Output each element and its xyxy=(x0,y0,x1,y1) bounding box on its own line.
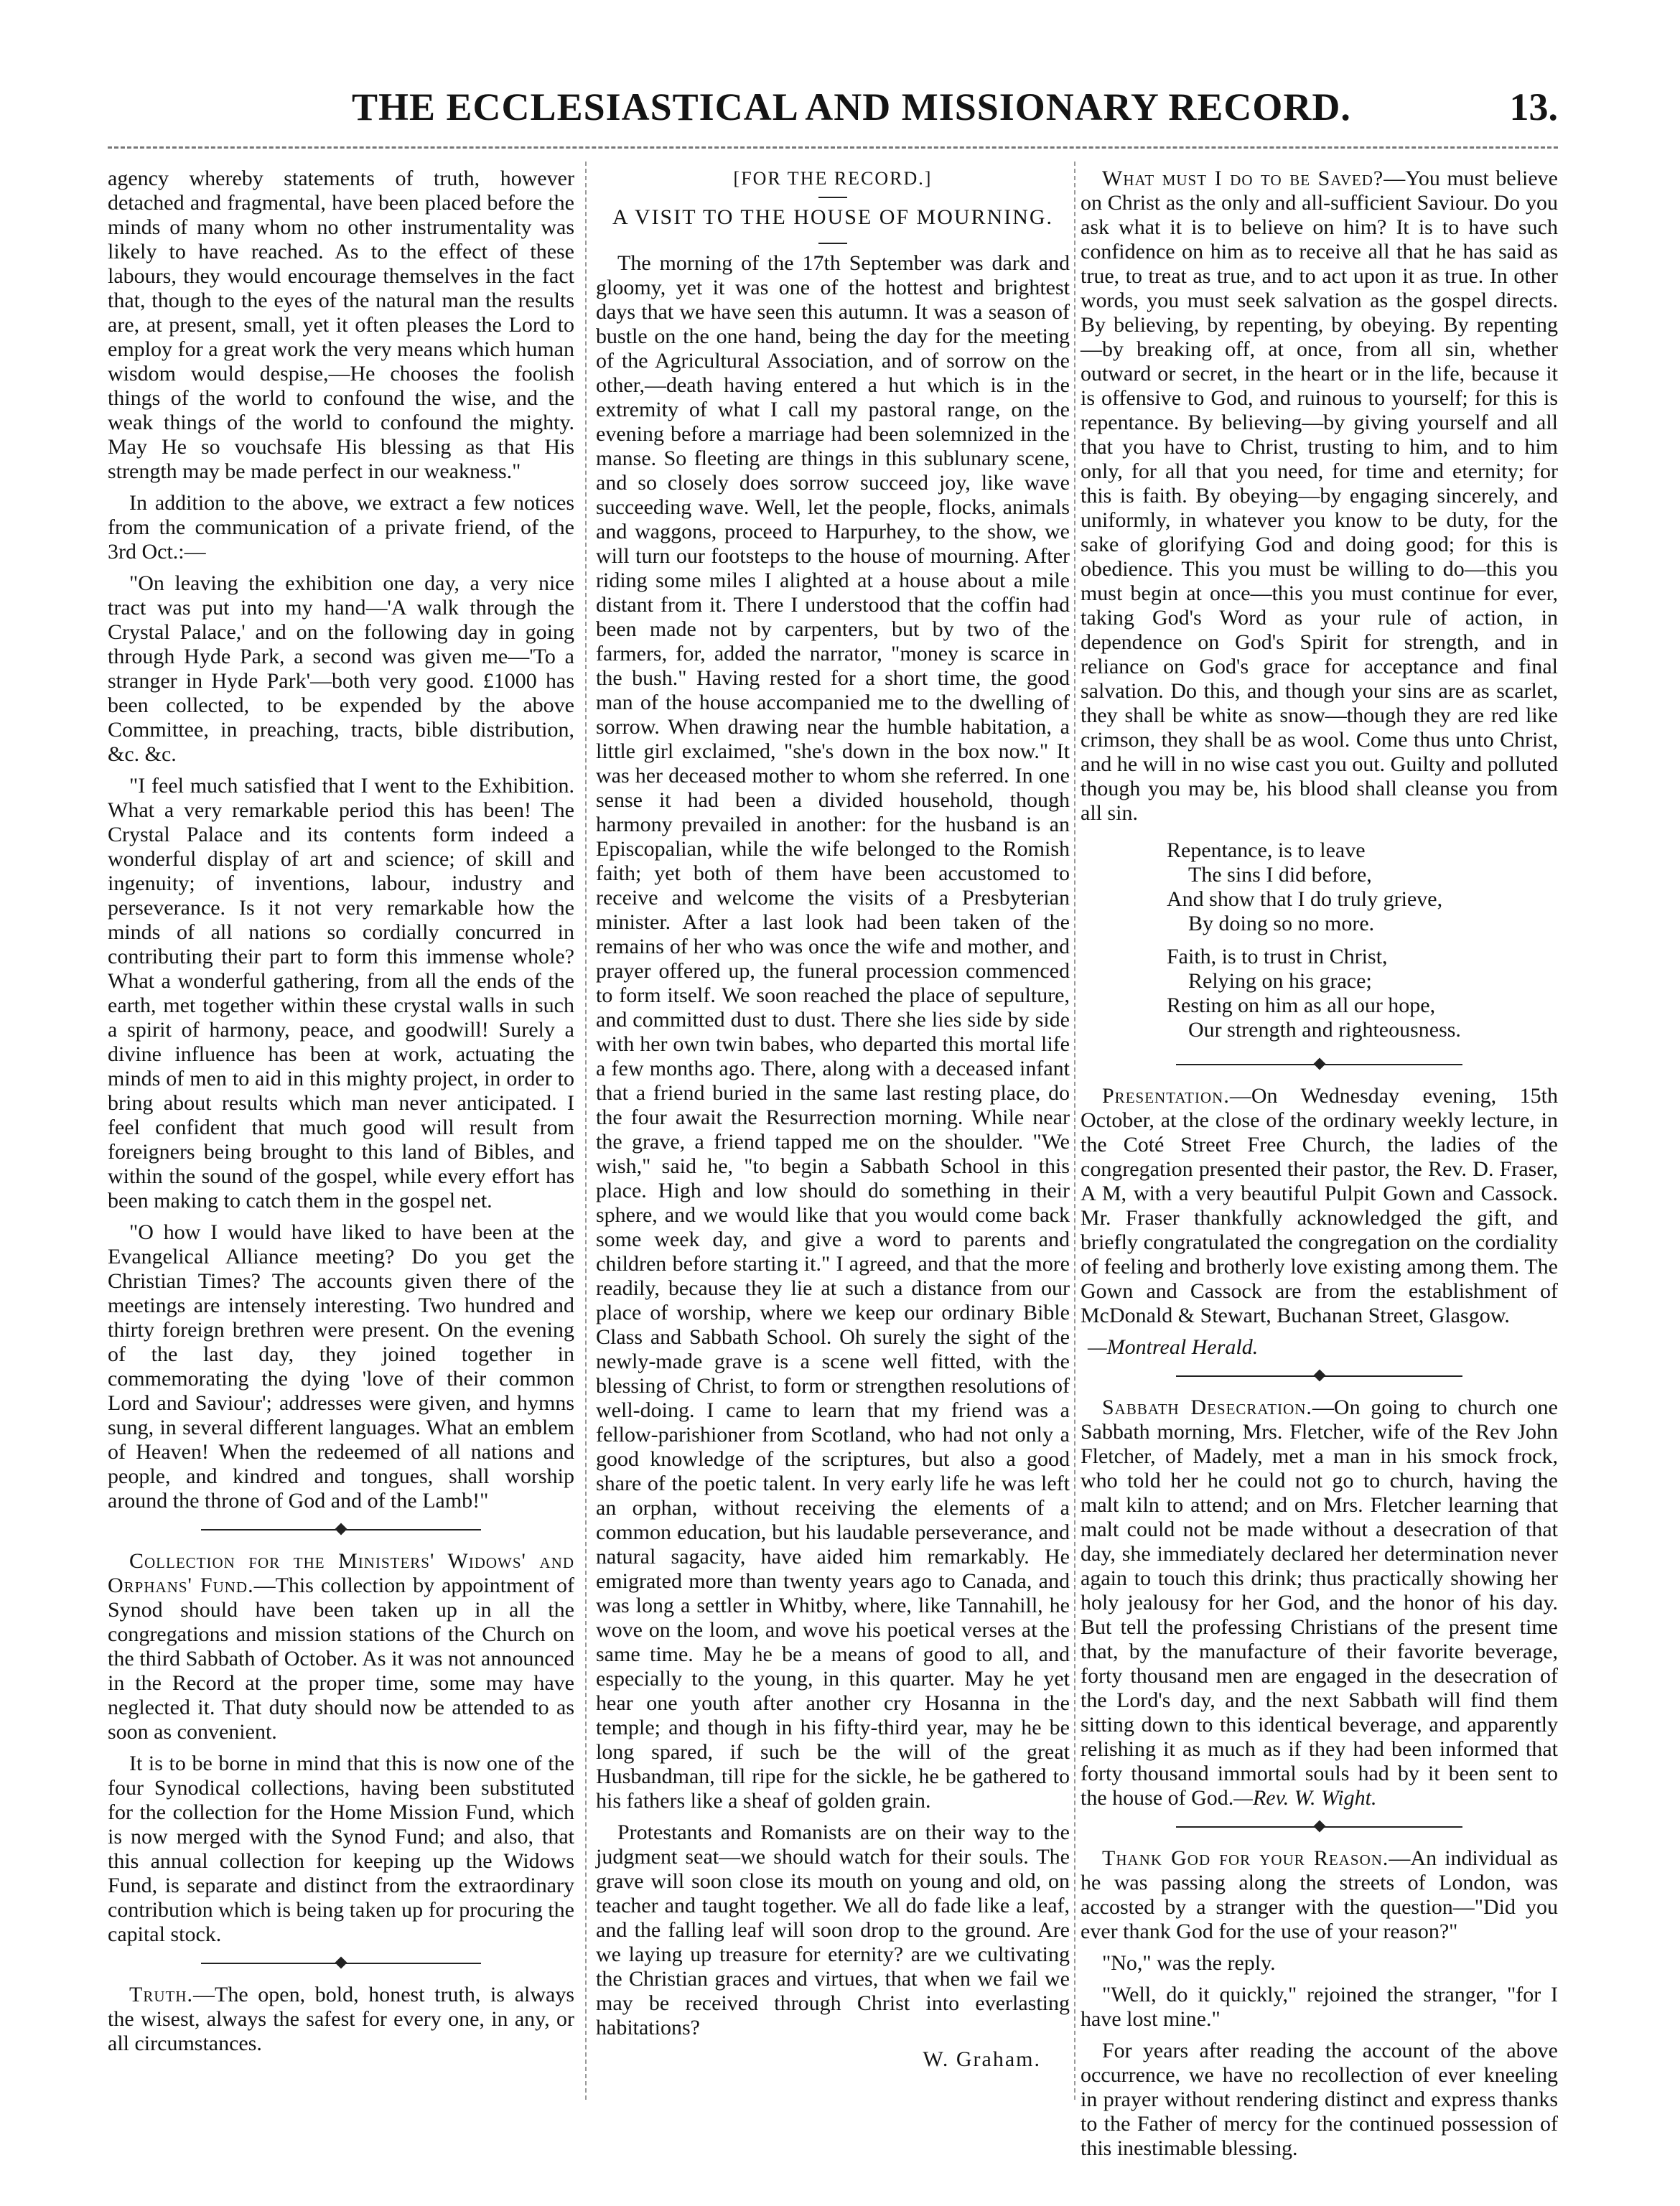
paragraph: It is to be borne in mind that this is now one of the four Synodical collections, having been substituted for the collection for the Home Mission Fund, which is now merged with the Synod Fund; and also, that this annual collection for keeping up the Widows Fund, is separate and distinct from the extraordinary contribution which is being taken up for procuring the capital stock. xyxy=(108,1752,574,1946)
ornamental-separator xyxy=(1081,1818,1558,1836)
ornamental-separator xyxy=(1081,1055,1558,1074)
source-credit: —Rev. W. Wight. xyxy=(1233,1786,1377,1810)
ornamental-separator xyxy=(1081,1367,1558,1385)
collection-heading: Collection for the Ministers' Widows' and Orphans' Fund. xyxy=(108,1549,574,1597)
short-rule xyxy=(818,197,847,198)
column-divider xyxy=(585,162,587,2100)
presentation-notice xyxy=(1081,1084,1558,1328)
thank-notice xyxy=(1081,1846,1558,1944)
column-divider xyxy=(1074,162,1075,2100)
paragraph: "I feel much satisfied that I went to the Exhibition. What a very remarkable period this has been! The Crystal Palace and its contents form indeed a wonderful display of art and science; of skill and ingenuity; of inventions, labour, industry and perseverance. Is it not very remarkable how the minds of all nations so cordially concurred in contributing their part to form this immense whole? What a wonderful gathering, from all the ends of the earth, met together within these crystal walls in such a spirit of harmony, peace, and goodwill! Surely a divine influence has been at work, actuating the minds of men to aid in this mighty project, in order to bring about results which man never anticipated. I feel confident that much good will result from foreigners being brought to this land of Bibles, and within the sound of the gospel, while every effort has been making to catch them in the gospel net. xyxy=(108,774,574,1212)
saved-notice xyxy=(1081,167,1558,826)
collection-notice xyxy=(108,1549,574,1744)
ornamental-separator xyxy=(108,1520,574,1539)
collection-text: —This collection by appointment of Synod should have been taken up in all the congregations and mission stations of the Church on the third Sabbath of October. As it was not announced in the Record at the proper time, some may have neglected it. That duty should now be attended to as soon as convenient. xyxy=(108,1574,574,1744)
thank-text: —An individual as he was passing along the streets of London, was accosted by a stranger with the question—"Did you ever thank God for the use of your reason?" xyxy=(1081,1846,1558,1943)
column-left xyxy=(108,167,574,2063)
article-source: [FOR THE RECORD.] xyxy=(733,168,933,189)
poem-line: Our strength and righteousness. xyxy=(1188,1018,1461,1042)
running-header xyxy=(108,85,1558,142)
poem-line: Repentance, is to leave xyxy=(1167,838,1366,862)
source-credit: —Montreal Herald. xyxy=(1088,1335,1259,1359)
ornamental-separator xyxy=(108,1954,574,1973)
poem xyxy=(1167,838,1558,1042)
sabbath-heading: Sabbath Desecration. xyxy=(1102,1396,1312,1419)
page-number: 13. xyxy=(1509,85,1558,128)
saved-text: —You must believe on Christ as the only and all-sufficient Saviour. Do you ask what it is to believe on him? It is to have such confidence on him as to receive all that he has said as true, to treat as true, and to act upon it as true. In other words, you must seek salvation as the gospel directs. By believing, by repenting, by obeying. By repenting—by breaking off, at once, from all sin, whether outward or secret, in the heart or in the life, because it is offensive to God, and ruinous to yourself; for this is repentance. By believing—by giving yourself and all that you have to Christ, trusting to him, and to him only, for all that you need, for time and eternity; for this is faith. By obeying—by engaging sincerely, and uniformly, in whatever you know to be duty, for the sake of glorifying God and doing good; for this is obedience. This you must be willing to do—this you must begin at once—this you must continue for ever, taking God's Word as your rule of action, in dependence on God's Spirit for strength, and in reliance on God's grace for acceptance and final salvation. Do this, and though your sins are as scarlet, they shall be white as snow—though they are red like crimson, they shall be as wool. Come thus unto Christ, and he will in no wise cast you out. Guilty and polluted though you may be, his blood shall cleanse you from all sin. xyxy=(1081,167,1558,825)
paragraph: "Well, do it quickly," rejoined the stranger, "for I have lost mine." xyxy=(1081,1983,1558,2031)
article-title: A VISIT TO THE HOUSE OF MOURNING. xyxy=(612,205,1054,229)
truth-text: —The open, bold, honest truth, is always the wisest, always the safest for every one, in any, or all circumstances. xyxy=(108,1983,574,2055)
sabbath-text: —On going to church one Sabbath morning, Mrs. Fletcher, wife of the Rev John Fletcher, of Madely, met a man in his smock frock, who told her he could not go to church, having the malt kiln to attend; and on Mrs. Fletcher learning that malt could not be made without a desecration of that day, she immediately declared her determination never again to touch this drink; thus practically showing her holy jealousy for her God, and the honor of his day. But tell the professing Christians of the present time that, by the manufacture of their favorite beverage, forty thousand men are engaged in the desecration of the Lord's day, and the next Sabbath will find them sitting down to this identical beverage, and apparently relishing it as much as if they had been informed that forty thousand immortal souls had by it been sent to the house of God. xyxy=(1081,1396,1558,1810)
truth-heading: Truth. xyxy=(129,1983,193,2006)
paragraph: "On leaving the exhibition one day, a very nice tract was put into my hand—'A walk through the Crystal Palace,' and on the following day in going through Hyde Park, a second was given me—'To a stranger in Hyde Park'—both very good. £1000 has been collected, to be expended by the above Committee, in preaching, tracts, bible distribution, &c. &c. xyxy=(108,571,574,766)
poem-line: And show that I do truly grieve, xyxy=(1167,887,1443,911)
short-rule xyxy=(818,243,847,244)
paragraph: The morning of the 17th September was dark and gloomy, yet it was one of the hottest and brightest days that we have seen this autumn. It was a season of bustle on the one hand, being the day for the meeting of the Agricultural Association, and of sorrow on the other,—death having entered a hut which is in the extremity of what I call my pastoral range, on the evening before a marriage had been solemnized in the manse. So fleeting are things in this sublunary scene, and so closely does sorrow succeed joy, like wave succeeding wave. Well, let the people, flocks, animals and waggons, proceed to Harpurhey, to the show, we will turn our footsteps to the house of mourning. After riding some miles I alighted at a house about a mile distant from it. There I understood that the coffin had been made not by carpenters, but by two of the farmers, for, added the narrator, "money is scarce in the bush." Having rested for a short time, the good man of the house accompanied me to the dwelling of sorrow. When drawing near the humble habitation, a little girl exclaimed, "she's down in the box now." It was her deceased mother to whom she referred. In one sense it had been a divided household, though harmony prevailed in another: for the husband is an Episcopalian, while the wife belonged to the Romish faith; yet both of them have been accustomed to receive and welcome the visits of a Presbyterian minister. After a last look had been taken of the remains of her who was once the wife and mother, and prayer offered up, the funeral procession commenced to form itself. We soon reached the place of sepulture, and committed dust to dust. There she lies side by side with her own twin babes, who departed this mortal life a few months ago. There, along with a deceased infant that a friend buried in the same last resting place, do the four await the Resurrection morning. While near the grave, a friend tapped me on the shoulder. "We wish," said he, "to begin a Sabbath School in this place. High and low should do something in their sphere, and we would like that you would come back some week day, and give a word to parents and children before starting it." I agreed, and that the more readily, because they lie at such a distance from our place of worship, where we keep our ordinary Bible Class and Sabbath School. Oh surely the sight of the newly-made grave is a scene well fitted, with the blessing of Christ, to form or strengthen resolutions of well-doing. I came to learn that my friend was a fellow-parishioner from Scotland, who had not only a good knowledge of the scriptures, but also a good share of the poetic talent. In very early life he was left an orphan, without receiving the elements of a common education, but his laudable perseverance, and natural sagacity, have aided him remarkably. He emigrated more than twenty years ago to Canada, and was long a settler in Whitby, where, like Tannahill, he wove on the loom, and wove his poetical verses at the same time. May he be a means of good to all, and especially to the young, in this quarter. May he yet hear one youth after another cry Hosanna in the temple; and though in his fifty-third year, may he be long spared, if such be the will of the great Husbandman, till ripe for the sickle, he be gathered to his fathers like a sheaf of golden grain. xyxy=(596,251,1070,1813)
column-middle xyxy=(596,167,1070,2079)
paragraph: In addition to the above, we extract a few notices from the communication of a private friend, of the 3rd Oct.:— xyxy=(108,491,574,564)
truth-notice xyxy=(108,1983,574,2056)
paragraph: "O how I would have liked to have been at the Evangelical Alliance meeting? Do you get the Christian Times? The accounts given there of the meetings are intensely interesting. Two hundred and thirty foreign brethren were present. On the evening of the last day, they joined together in commemorating the dying 'love of their common Lord and Saviour'; addresses were given, and hymns sung, in several different languages. What an emblem of Heaven! When the redeemed of all nations and people, and kindred and tongues, shall worship around the throne of God and of the Lamb!" xyxy=(108,1220,574,1513)
thank-heading: Thank God for your Reason. xyxy=(1102,1846,1389,1870)
poem-line: Faith, is to trust in Christ, xyxy=(1167,945,1388,968)
presentation-heading: Presentation. xyxy=(1102,1084,1230,1108)
poem-line: By doing so no more. xyxy=(1188,912,1375,935)
column-right xyxy=(1081,167,1558,2168)
paragraph: Protestants and Romanists are on their way to the judgment seat—we should watch for their souls. The grave will soon close its mouth on young and old, on teacher and taught together. We all do fade like a leaf, and the falling leaf will soon drop to the ground. Are we laying up treasure for eternity? are we cultivating the Christian graces and virtues, that when we fail we may be received through Christ into everlasting habitations? xyxy=(596,1821,1070,2039)
poem-line: Resting on him as all our hope, xyxy=(1167,994,1436,1017)
paragraph: For years after reading the account of the above occurrence, we have no recollection of ever kneeling in prayer without rendering distinct and express thanks to the Father of mercy for the continued possession of this inestimable blessing. xyxy=(1081,2039,1558,2160)
running-title: THE ECCLESIASTICAL AND MISSIONARY RECORD. xyxy=(352,85,1351,128)
sabbath-notice xyxy=(1081,1396,1558,1810)
author-signature: W. Graham. xyxy=(923,2047,1041,2071)
poem-line: Relying on his grace; xyxy=(1188,969,1372,993)
poem-line: The sins I did before, xyxy=(1188,863,1372,887)
saved-heading: What must I do to be Saved? xyxy=(1102,167,1384,190)
paragraph: "No," was the reply. xyxy=(1102,1951,1276,1975)
presentation-text: —On Wednesday evening, 15th October, at the close of the ordinary weekly lecture, in the Coté Street Free Church, the ladies of the congregation presented their pastor, the Rev. D. Fraser, A M, with a very beautiful Pulpit Gown and Cassock. Mr. Fraser thankfully acknowledged the gift, and briefly congratulated the congregation on the cordiality of feeling and brotherly love existing among them. The Gown and Cassock are from the establishment of McDonald & Stewart, Buchanan Street, Glasgow. xyxy=(1081,1084,1558,1327)
header-rule xyxy=(108,146,1558,149)
paragraph: agency whereby statements of truth, however detached and fragmental, have been placed before the minds of many whom no other instrumentality was likely to have reached. As to the effect of these labours, they would encourage themselves in the fact that, though to the eyes of the natural man the results are, at present, small, yet it often pleases the Lord to employ for a great work the very means which human wisdom would despise,—He chooses the foolish things of the world to confound the wise, and the weak things of the world to confound the mighty. May He so vouchsafe His blessing as that His strength may be made perfect in our weakness." xyxy=(108,167,574,483)
